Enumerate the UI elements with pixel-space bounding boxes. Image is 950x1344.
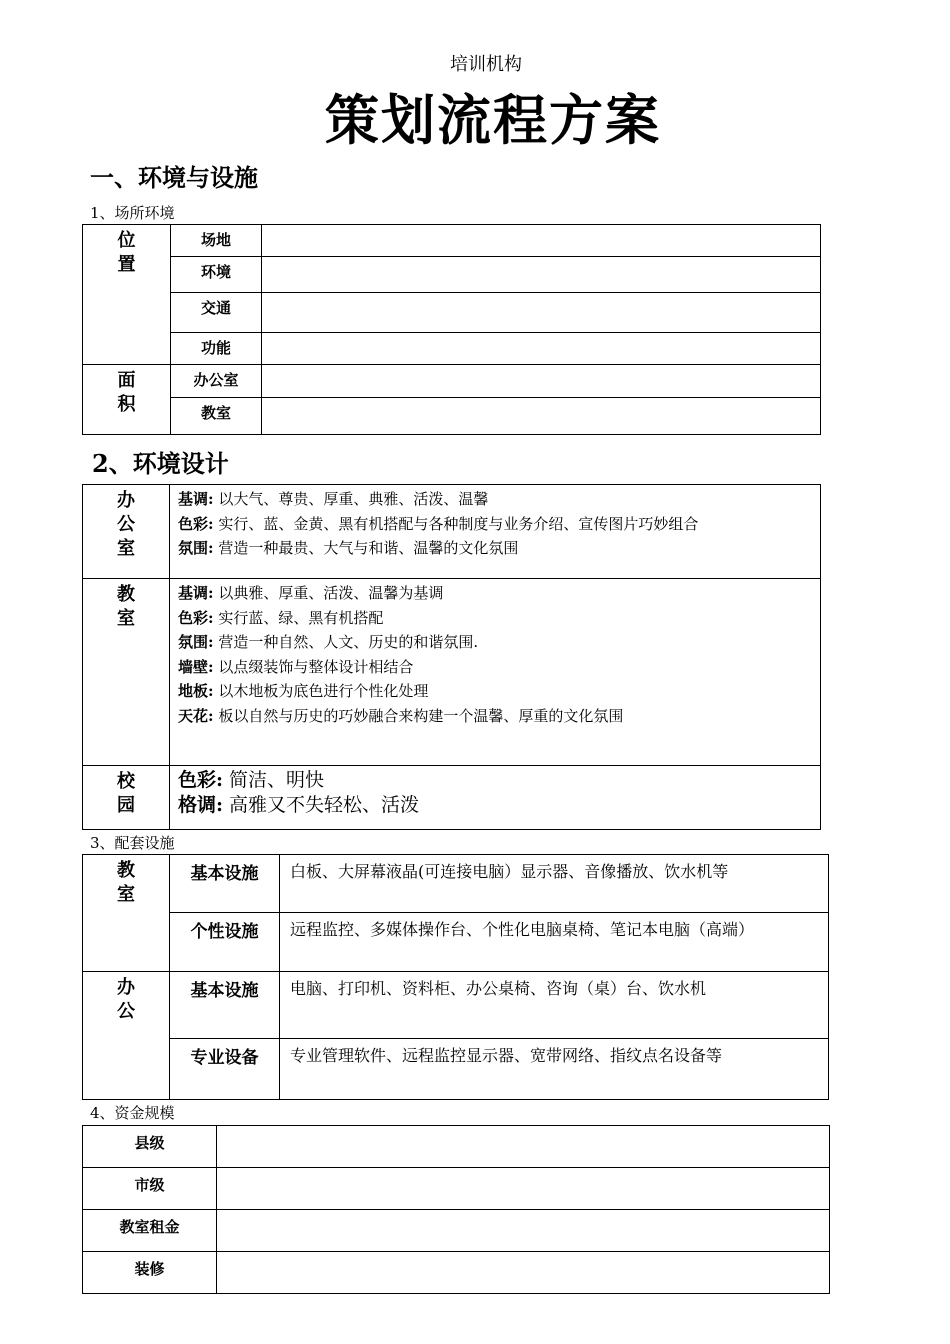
office-basic-label: 基本设施 [170,972,280,1039]
design-line: 基调: 以典雅、厚重、活泼、温馨为基调 [178,584,444,602]
fund-label-rent: 教室租金 [83,1210,217,1252]
fund-value-county [217,1126,830,1168]
classroom-design-content [170,579,821,766]
classroom-design-label: 教室 [83,579,170,766]
design-line: 地板: 以木地板为底色进行个性化处理 [178,682,429,701]
area-group-label: 面积 [83,365,171,435]
fund-label-city: 市级 [83,1168,217,1210]
design-line: 色彩: 实行蓝、绿、黑有机搭配 [178,608,384,627]
classroom-basic-label: 基本设施 [170,855,280,913]
part2-heading: 2、环境设计 [92,449,229,478]
site-environment-table [82,224,821,435]
office-pro-label: 专业设备 [170,1039,280,1100]
value-cell-classroom [262,398,821,435]
row-label-environment: 环境 [171,257,262,293]
document-title: 策划流程方案 [325,89,661,152]
document-subtitle: 培训机构 [450,54,522,75]
fund-value-rent [217,1210,830,1252]
part3-caption: 3、配套设施 [90,834,175,852]
design-line: 天花: 板以自然与历史的巧妙融合来构建一个温馨、厚重的文化氛围 [178,706,624,725]
design-line: 基调: 以大气、尊贵、厚重、典雅、活泼、温馨 [178,490,489,508]
row-label-classroom: 教室 [171,398,262,435]
design-line: 色彩: 简洁、明快 [178,769,325,791]
design-line: 墙壁: 以点缀装饰与整体设计相结合 [178,657,414,676]
design-line: 氛围: 营造一种最贵、大气与和谐、温馨的文化氛围 [178,539,519,558]
value-cell-office [262,365,821,398]
value-cell-environment [262,257,821,293]
office-design-content [170,485,821,579]
row-label-function: 功能 [171,333,262,365]
row-label-site: 场地 [171,225,262,257]
part4-caption: 4、资金规模 [90,1104,175,1122]
location-group-label: 位置 [83,225,171,365]
classroom-personal-label: 个性设施 [170,913,280,972]
classroom-basic-value: 白板、大屏幕液晶(可连接电脑）显示器、音像播放、饮水机等 [280,855,829,913]
facilities-table [82,854,829,1100]
part1-caption: 1、场所环境 [90,204,175,222]
office-pro-value: 专业管理软件、远程监控显示器、宽带网络、指纹点名设备等 [280,1039,829,1100]
design-line: 格调: 高雅又不失轻松、活泼 [178,794,420,816]
classroom-personal-value: 远程监控、多媒体操作台、个性化电脑桌椅、笔记本电脑（高端） [280,913,829,972]
fund-value-renovation [217,1252,830,1294]
classroom-facilities-label: 教室 [83,855,170,972]
office-basic-value: 电脑、打印机、资料柜、办公桌椅、咨询（桌）台、饮水机 [280,972,829,1039]
value-cell-function [262,333,821,365]
fund-value-city [217,1168,830,1210]
row-label-transport: 交通 [171,293,262,333]
design-line: 色彩: 实行、蓝、金黄、黑有机搭配与各种制度与业务介绍、宣传图片巧妙组合 [178,514,699,533]
office-facilities-label: 办公 [83,972,170,1100]
environment-design-table [82,484,821,830]
campus-design-label: 校园 [83,766,170,830]
design-line: 氛围: 营造一种自然、人文、历史的和谐氛围. [178,633,479,652]
section-heading: 一、环境与设施 [90,164,258,192]
fund-label-county: 县级 [83,1126,217,1168]
row-label-office: 办公室 [171,365,262,398]
office-design-label: 办公室 [83,485,170,579]
funding-table [82,1125,830,1294]
value-cell-site [262,225,821,257]
campus-design-content [170,766,821,830]
value-cell-transport [262,293,821,333]
fund-label-renovation: 装修 [83,1252,217,1294]
